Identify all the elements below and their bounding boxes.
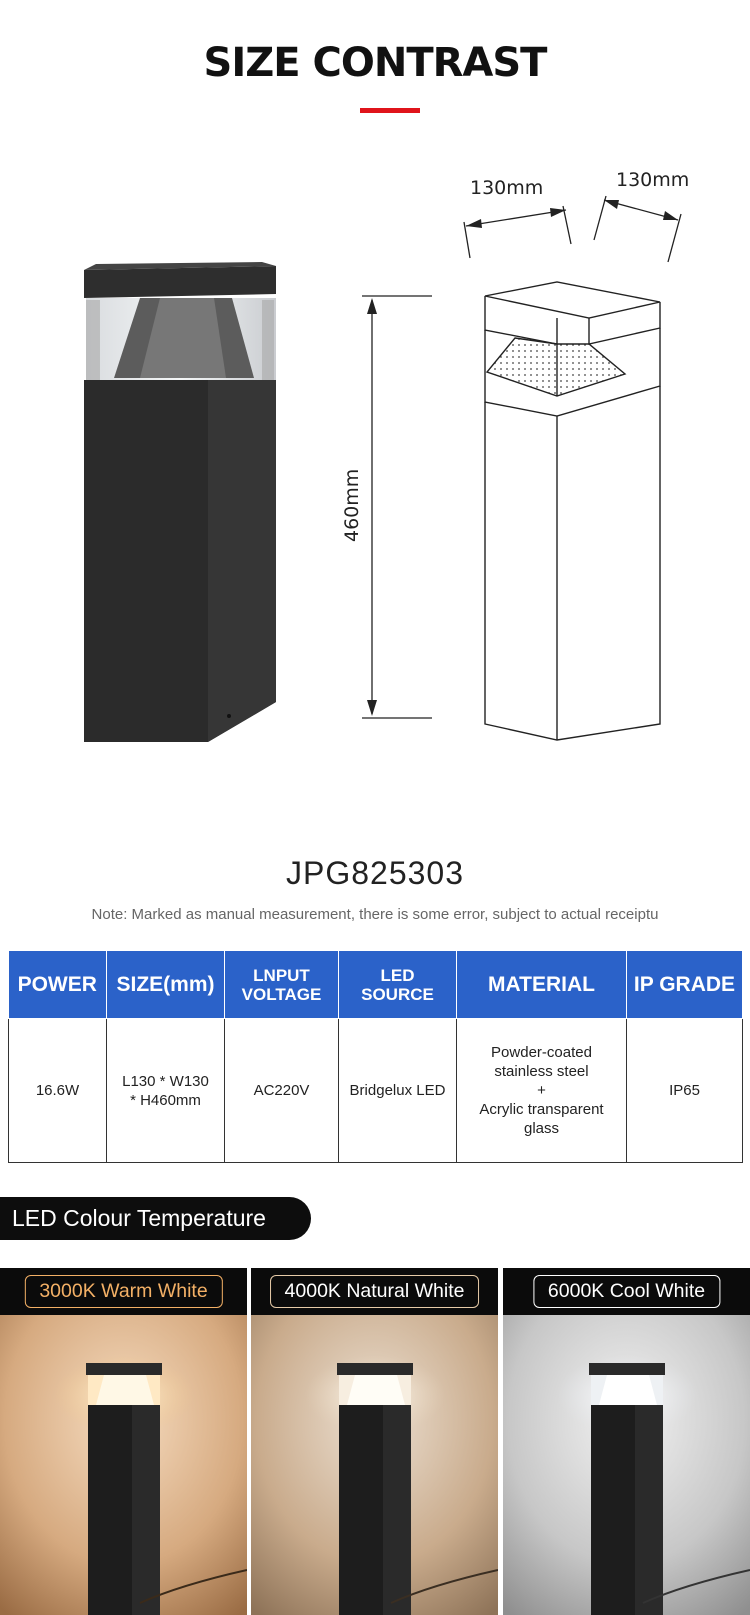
header-size: SIZE(mm): [107, 951, 225, 1019]
size-illustration: [0, 150, 750, 790]
cell-size-line1: L130 * W130: [122, 1072, 209, 1090]
lamp-natural-image: [251, 1315, 498, 1615]
cell-power: 16.6W: [9, 1019, 107, 1163]
header-voltage: [225, 951, 339, 1019]
header-source-line1: LED: [380, 965, 415, 985]
technical-drawing: [485, 282, 660, 740]
header-voltage-line2: VOLTAGE: [241, 984, 322, 1004]
width-dimension: [464, 206, 571, 258]
table-row: [9, 1019, 743, 1163]
cell-ip: IP65: [627, 1019, 743, 1163]
panel-label-cool: 6000K Cool White: [533, 1275, 720, 1308]
cell-size: [107, 1019, 225, 1163]
cell-material: [457, 1019, 627, 1163]
depth-dimension: [594, 196, 681, 262]
header-source-line2: SOURCE: [361, 984, 434, 1004]
header-power: POWER: [9, 951, 107, 1019]
header-material: MATERIAL: [457, 951, 627, 1019]
cell-material-line5: glass: [523, 1120, 560, 1137]
width-label: 130mm: [470, 177, 544, 199]
lamp-cool-image: [503, 1315, 750, 1615]
cell-size-line2: * H460mm: [130, 1091, 201, 1109]
cell-material-line3: +: [537, 1082, 546, 1099]
cell-material-line2: stainless steel: [494, 1063, 589, 1080]
cell-material-line1: Powder-coated: [491, 1044, 592, 1061]
header-source: [339, 951, 457, 1019]
colour-temperature-heading: LED Colour Temperature: [0, 1197, 311, 1240]
measurement-note: Note: Marked as manual measurement, there is some error, subject to actual receiptu: [91, 906, 659, 923]
page-title: SIZE CONTRAST: [203, 40, 547, 86]
colour-panel-cool: [503, 1268, 750, 1615]
title-underline: [360, 108, 420, 113]
panel-label-warm: 3000K Warm White: [24, 1275, 222, 1308]
product-photo: [84, 262, 276, 742]
spec-header-row: [9, 951, 743, 1019]
header-voltage-line1: LNPUT: [253, 965, 310, 985]
spec-table: [8, 950, 743, 1163]
cell-source: Bridgelux LED: [339, 1019, 457, 1163]
colour-panel-natural: [251, 1268, 498, 1615]
panel-label-natural: 4000K Natural White: [270, 1275, 480, 1308]
colour-panel-warm: [0, 1268, 247, 1615]
height-dimension: [362, 296, 432, 718]
header-ip: IP GRADE: [627, 951, 743, 1019]
cell-material-line4: Acrylic transparent: [479, 1101, 604, 1118]
lamp-warm-image: [0, 1315, 247, 1615]
depth-label: 130mm: [616, 169, 690, 191]
model-number: JPG825303: [285, 855, 464, 891]
cell-voltage: AC220V: [225, 1019, 339, 1163]
height-label: 460mm: [341, 468, 363, 542]
